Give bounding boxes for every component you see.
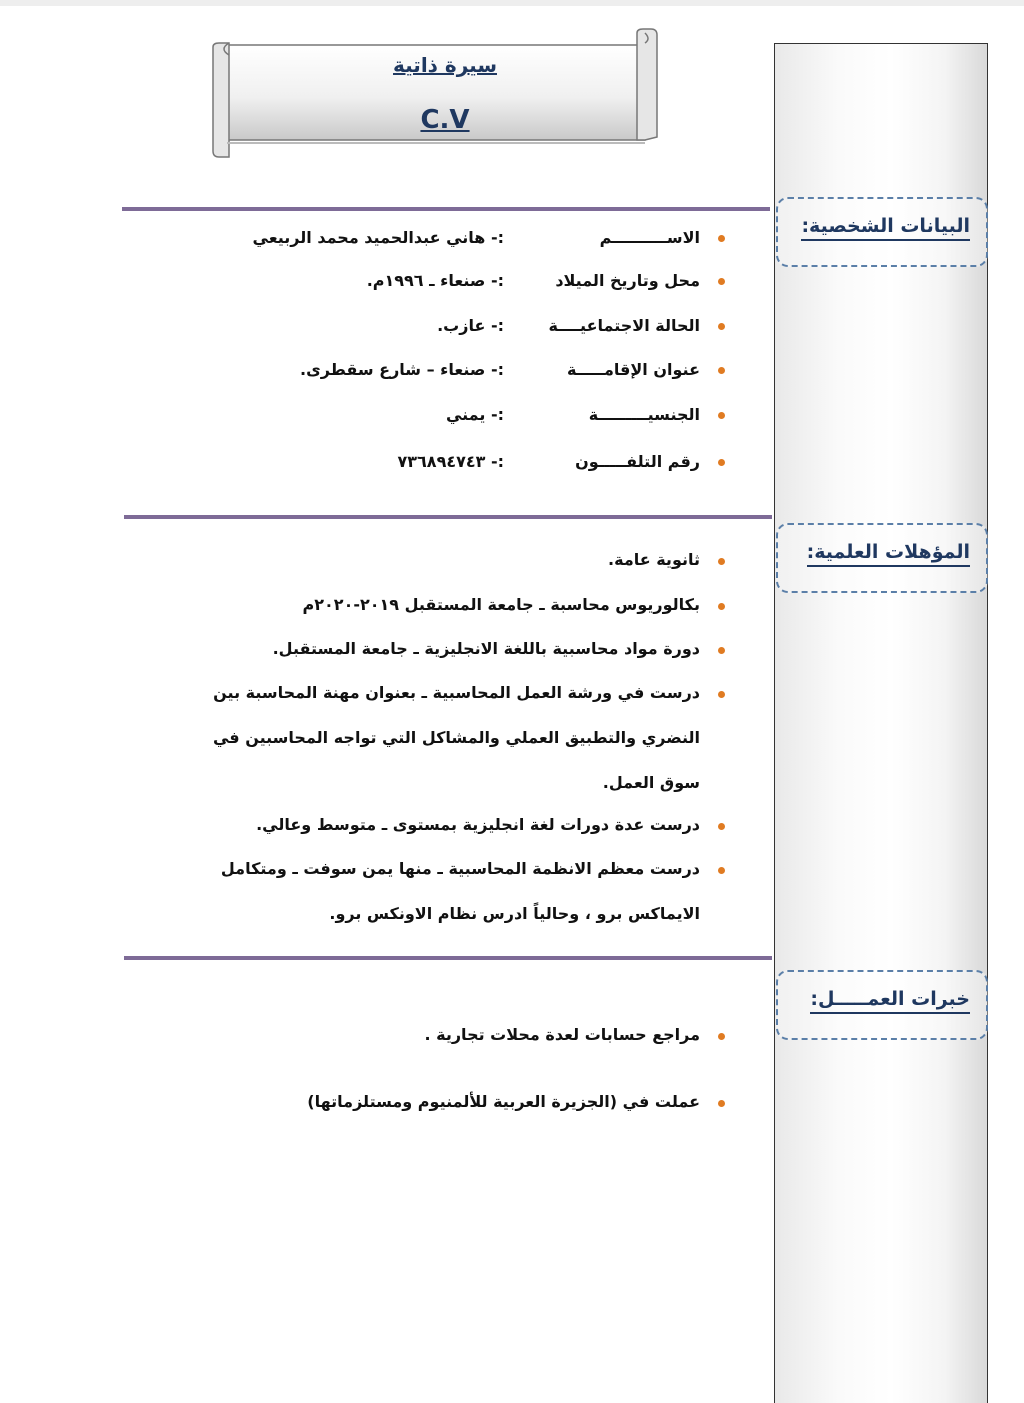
qualification-line: ثانوية عامة. (608, 550, 700, 569)
qualification-line: درست في ورشة العمل المحاسبية ـ بعنوان مهنة المحاسبة بين (213, 683, 700, 702)
personal-label: رقم التلفـــــون (575, 452, 700, 471)
title-banner (205, 25, 665, 170)
bullet-dot (718, 412, 725, 419)
divider-rule (124, 956, 772, 960)
top-strip (0, 0, 1024, 6)
personal-value: :- يمني (445, 405, 504, 424)
bullet-dot (718, 691, 725, 698)
section-label-experience (776, 970, 988, 1040)
divider-rule (122, 207, 770, 211)
bullet-dot (718, 558, 725, 565)
bullet-dot (718, 823, 725, 830)
personal-label: الجنسيـــــــــة (588, 405, 700, 424)
bullet-dot (718, 647, 725, 654)
bullet-dot (718, 1033, 725, 1040)
section-title-experience: خبرات العمـــــل: (810, 986, 970, 1014)
bullet-dot (718, 235, 725, 242)
scroll-shape (205, 25, 665, 170)
bullet-dot (718, 323, 725, 330)
qualification-line: درست معظم الانظمة المحاسبية ـ منها يمن سوفت ـ ومتكامل (220, 859, 700, 878)
personal-value: :- ٧٣٦٨٩٤٧٤٣ (397, 452, 504, 471)
bullet-dot (718, 603, 725, 610)
section-title-personal: البيانات الشخصية: (801, 213, 970, 241)
qualification-line: الايماكس برو ، وحالياً ادرس نظام الاونكس برو. (329, 904, 700, 923)
personal-label: محل وتاريخ الميلاد (555, 271, 700, 290)
personal-value: :- صنعاء – شارع سقطرى. (300, 360, 504, 379)
bullet-dot (718, 459, 725, 466)
qualification-line: سوق العمل. (602, 773, 700, 792)
bullet-dot (718, 278, 725, 285)
qualification-line: درست عدة دورات لغة انجليزية بمستوى ـ متوسط وعالي. (256, 815, 700, 834)
personal-value: :- عازب. (437, 316, 504, 335)
personal-label: عنوان الإقامـــــة (566, 360, 700, 379)
experience-item: عملت في (الجزيرة العربية للألمنيوم ومستلزماتها) (307, 1092, 700, 1111)
personal-value: :- هاني عبدالحميد محمد الربيعي (252, 228, 504, 247)
bullet-dot (718, 367, 725, 374)
bullet-dot (718, 867, 725, 874)
bullet-dot (718, 1100, 725, 1107)
personal-label: الاســــــــــم (599, 228, 700, 247)
divider-rule (124, 515, 772, 519)
qualification-line: النضري والتطبيق العملي والمشاكل التي تواجه المحاسبين في (212, 728, 700, 747)
personal-label: الحالة الاجتماعيــــة (548, 316, 700, 335)
banner-title-arabic: سيرة ذاتية (393, 53, 497, 77)
qualification-line: دورة مواد محاسبية باللغة الانجليزية ـ جامعة المستقبل. (272, 639, 700, 658)
experience-item: مراجع حسابات لعدة محلات تجارية . (424, 1025, 700, 1044)
qualification-line: بكالوريوس محاسبة ـ جامعة المستقبل ٢٠١٩-٢٠٢٠م (302, 595, 700, 614)
section-label-personal (776, 197, 988, 267)
section-title-qualifications: المؤهلات العلمية: (807, 539, 970, 567)
banner-title-cv: C.V (420, 105, 470, 135)
personal-value: :- صنعاء ـ ١٩٩٦م. (366, 271, 504, 290)
section-label-qualifications (776, 523, 988, 593)
